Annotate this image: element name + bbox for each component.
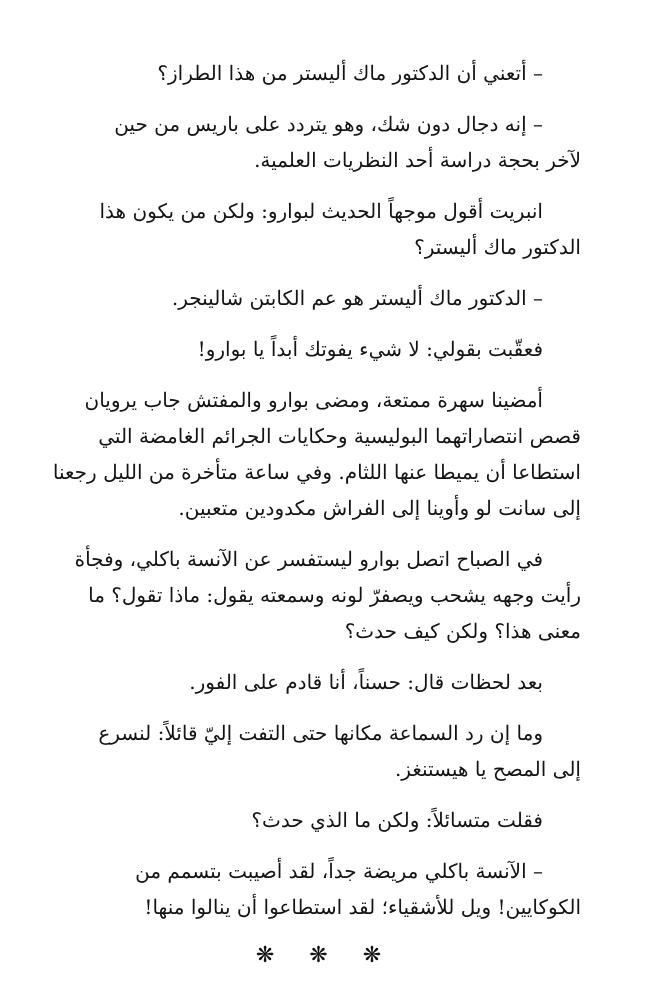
paragraph (52, 382, 581, 526)
text-line: قصص انتصاراتهما البوليسية وحكايات الجرائم الغامضة التي (98, 424, 581, 448)
paragraph (70, 715, 581, 787)
text-line: معنى هذا؟ ولكن كيف حدث؟ (344, 619, 581, 643)
paragraph (70, 193, 581, 265)
text-line: بعد لحظات قال: حسناً، أنا قادم على الفور. (189, 670, 543, 694)
paragraph (70, 106, 581, 178)
text-line: – إنه دجال دون شك، وهو يتردد على باريس من حين (114, 112, 543, 136)
text-line: أمضينا سهرة ممتعة، ومضى بوارو والمفتش جاب يرويان (84, 388, 543, 412)
text-line: رأيت وجهه يشحب ويصفرّ لونه وسمعته يقول: ماذا تقول؟ ما (88, 583, 581, 607)
text-line: الدكتور ماك أليستر؟ (414, 235, 581, 259)
text-line: لآخر بحجة دراسة أحد النظريات العلمية. (254, 148, 581, 172)
text-line: إلى المصح يا هيستنغز. (394, 757, 581, 781)
text-line: – الآنسة باكلي مريضة جداً، لقد أصيبت بتسمم من (135, 859, 543, 883)
text-line: إلى سانت لو وأوينا إلى الفراش مكدودين متعبين. (178, 496, 581, 520)
text-line: الكوكايين! ويل للأشقياء؛ لقد استطاعوا أن ينالوا منها! (144, 895, 581, 919)
text-line: – أتعني أن الدكتور ماك أليستر من هذا الطراز؟ (157, 61, 543, 85)
paragraph (70, 55, 581, 91)
paragraph (70, 664, 581, 700)
paragraph (70, 280, 581, 316)
section-separator: ❋ ❋ ❋ (255, 943, 396, 968)
text-line: في الصباح اتصل بوارو ليستفسر عن الآنسة باكلي، وفجأة (74, 547, 543, 571)
paragraph (70, 331, 581, 367)
text-line: انبريت أقول موجهاً الحديث لبوارو: ولكن من يكون هذا (99, 199, 543, 223)
paragraph (70, 853, 581, 925)
paragraph (70, 802, 581, 838)
text-line: فقلت متسائلاً: ولكن ما الذي حدث؟ (251, 808, 543, 832)
text-line: وما إن رد السماعة مكانها حتى التفت إليّ قائلاً: لنسرع (98, 721, 543, 745)
text-line: – الدكتور ماك أليستر هو عم الكابتن شالينجر. (171, 286, 543, 310)
paragraph (70, 541, 581, 649)
text-line: فعقّبت بقولي: لا شيء يفوتك أبداً يا بوارو! (197, 337, 543, 361)
text-body (52, 55, 581, 925)
text-line: استطاعا أن يميطا عنها اللثام. وفي ساعة متأخرة من الليل رجعنا (52, 460, 581, 484)
